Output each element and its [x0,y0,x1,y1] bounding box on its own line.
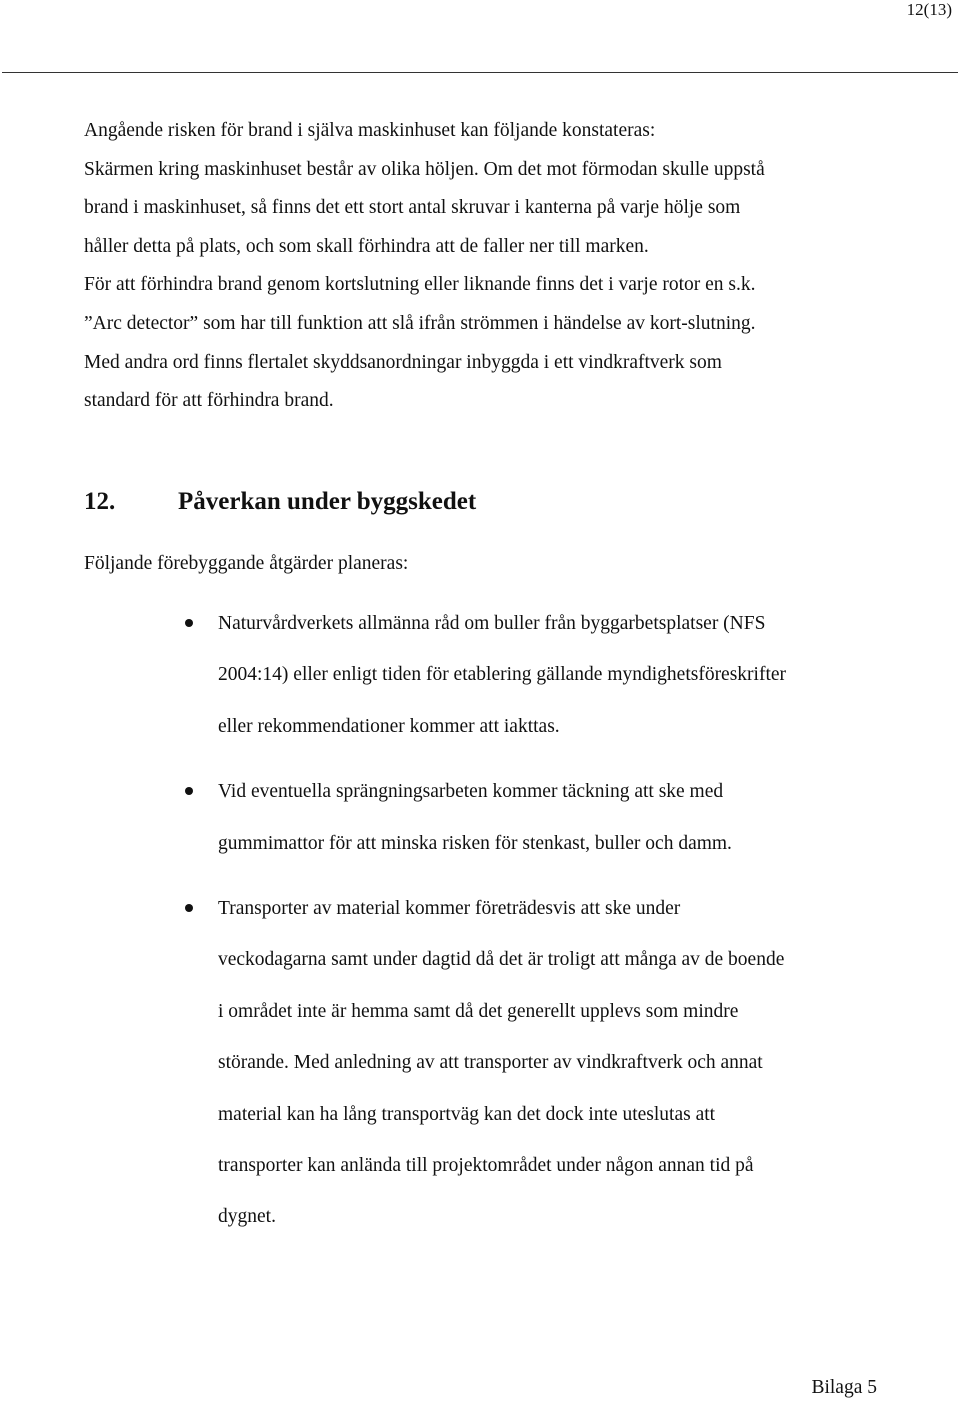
list-item-line: material kan ha lång transportväg kan det dock inte uteslutas att [218,1103,716,1125]
list-item-line: eller rekommendationer kommer att iakttas. [218,715,560,737]
intro-line: Med andra ord finns flertalet skyddsanordningar inbyggda i ett vindkraftverk som [84,351,722,373]
header-divider [2,72,958,73]
section-title: Påverkan under byggskedet [178,488,477,515]
list-item [0,598,960,752]
intro-line: Angående risken för brand i själva maskinhuset kan följande konstateras: [84,120,656,141]
list-item-line: i området inte är hemma samt då det generellt upplevs som mindre [218,1000,739,1022]
intro-line: För att förhindra brand genom kortslutning eller liknande finns det i varje rotor en s.k. [84,274,756,296]
intro-line: standard för att förhindra brand. [84,390,334,412]
list-item-line: störande. Med anledning av att transporter av vindkraftverk och annat [218,1052,763,1074]
intro-line: Skärmen kring maskinhuset består av olika höljen. Om det mot förmodan skulle uppstå [84,158,765,180]
list-item-line: gummimattor för att minska risken för stenkast, buller och damm. [218,832,732,854]
list-item-line: dygnet. [218,1206,276,1228]
appendix-label: Bilaga 5 [811,1377,877,1398]
list-item-line: Vid eventuella sprängningsarbeten kommer täckning att ske med [218,781,724,803]
intro-line: håller detta på plats, och som skall förhindra att de faller ner till marken. [84,235,649,257]
list-item [0,883,960,1243]
bullet-icon [185,619,193,627]
intro-line: brand i maskinhuset, så finns det ett stort antal skruvar i kanterna på varje hölje som [84,197,741,219]
list-item-line: veckodagarna samt under dagtid då det är troligt att många av de boende [218,949,785,971]
intro-paragraph [84,112,924,421]
section-lead: Följande förebyggande åtgärder planeras: [84,553,409,574]
section-number: 12. [84,488,116,515]
list-item-line: transporter kan anlända till projektområdet under någon annan tid på [218,1155,754,1177]
intro-line: ”Arc detector” som har till funktion att slå ifrån strömmen i händelse av kort-slutning. [84,312,756,334]
list-item-line: 2004:14) eller enligt tiden för etablering gällande myndighetsföreskrifter [218,664,787,686]
list-item-line: Transporter av material kommer företrädesvis att ske under [218,898,681,920]
list-item [0,766,960,869]
bullet-icon [185,787,193,795]
measures-list [0,598,960,1257]
list-item-line: Naturvårdverkets allmänna råd om buller från byggarbetsplatser (NFS [218,613,766,634]
page-number: 12(13) [906,0,952,19]
bullet-icon [185,904,193,912]
section-heading [84,484,476,520]
